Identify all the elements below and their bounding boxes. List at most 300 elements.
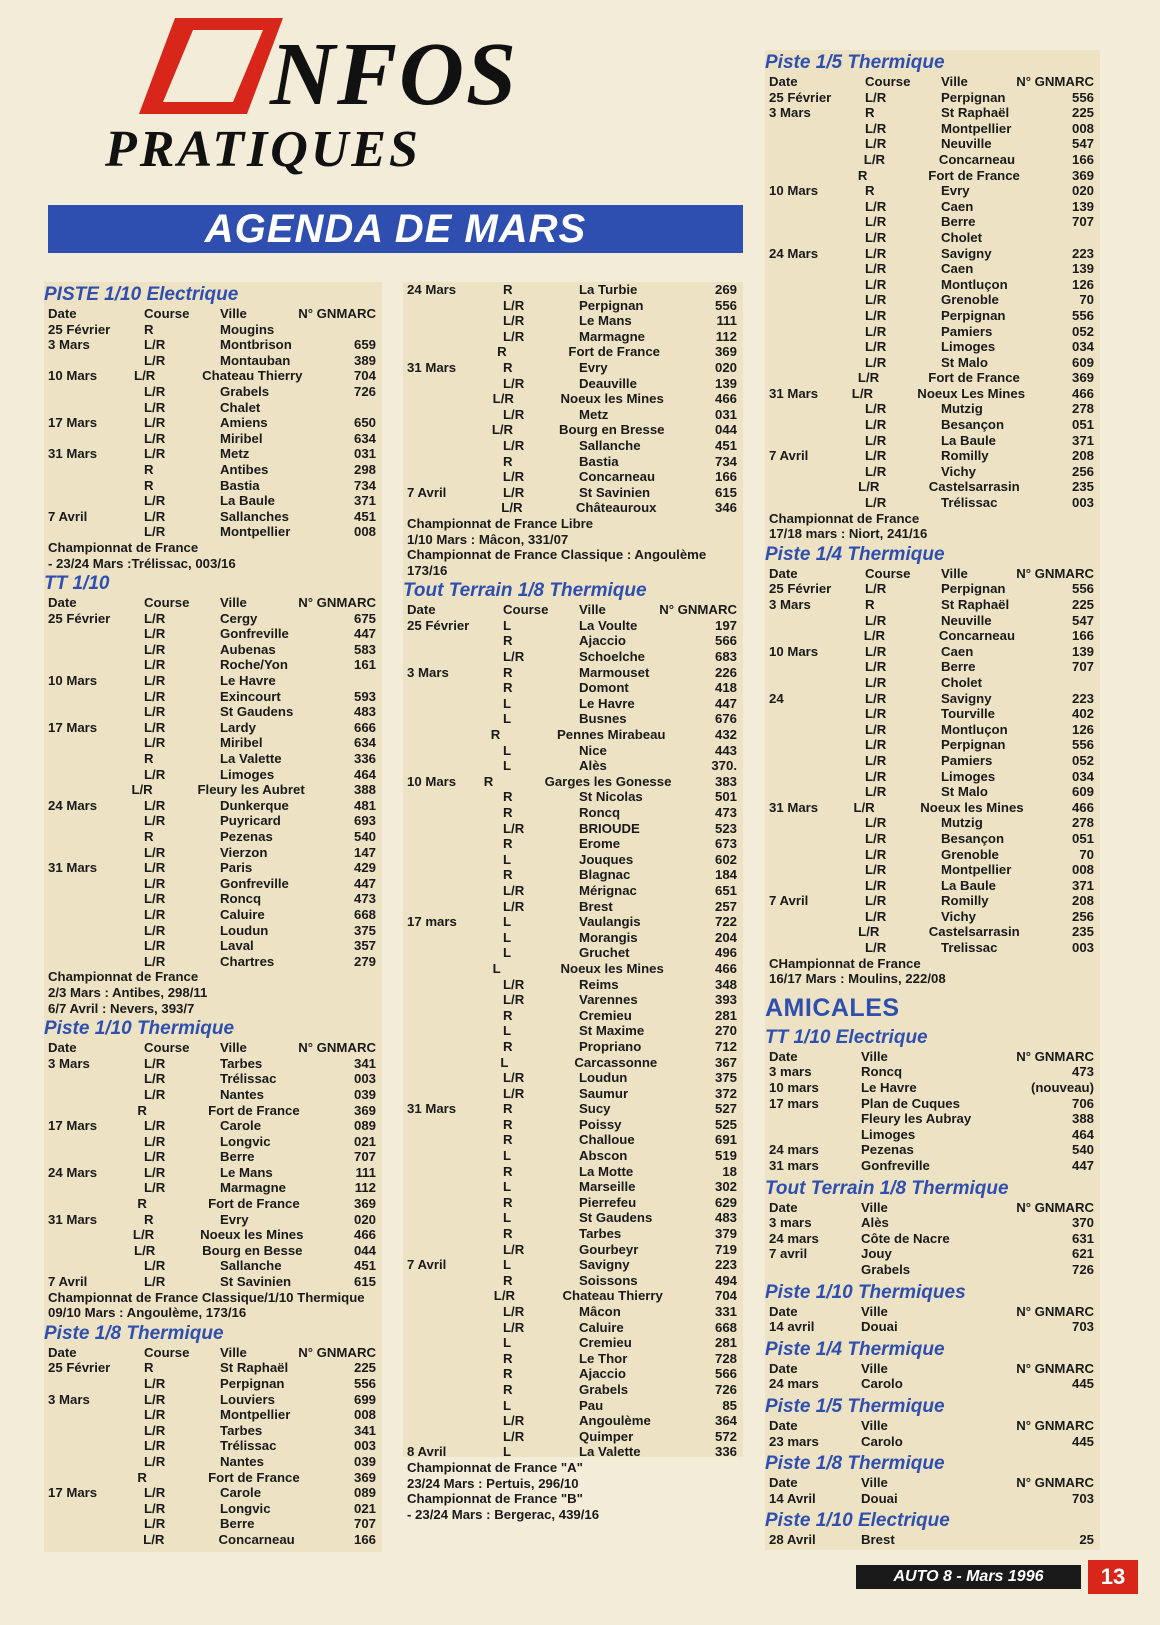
table-row [403, 867, 743, 883]
row-num: 111 [716, 313, 737, 329]
row-course: R [503, 633, 513, 649]
row-course: L/R [144, 508, 166, 524]
table-row [403, 282, 743, 298]
row-ville: Montpellier [941, 862, 1012, 878]
row-date [403, 883, 503, 899]
row-date [403, 1055, 500, 1071]
row-date [765, 1127, 861, 1143]
row-ville: Cremieu [579, 1335, 632, 1351]
row-date [44, 626, 144, 642]
row-ville: Gonfreville [220, 875, 289, 891]
section-note: 23/24 Mars : Pertuis, 296/10 [407, 1475, 579, 1491]
row-course: L/R [144, 735, 166, 751]
table-row [44, 1423, 382, 1439]
row-ville: Abscon [579, 1148, 628, 1164]
header-num: N° GNMARC [298, 306, 376, 321]
row-course: L/R [865, 893, 887, 909]
row-ville: Pamiers [941, 323, 993, 339]
row-ville: Noeux Les Mines [917, 385, 1026, 401]
header-num: N° GNMARC [1016, 1303, 1094, 1319]
row-date [403, 1273, 503, 1289]
table-row [44, 1501, 382, 1517]
row-num: 703 [1071, 1319, 1094, 1335]
row-num: 712 [714, 1038, 737, 1054]
section-note: Championnat de France [769, 510, 920, 526]
row-course: L/R [865, 339, 887, 355]
table-row [44, 657, 382, 673]
row-ville: Neuville [941, 136, 992, 152]
row-num: 703 [1071, 1490, 1094, 1506]
row-date [403, 727, 491, 743]
row-ville: La Turbie [579, 282, 638, 297]
row-ville: Pennes Mirabeau [557, 727, 666, 743]
row-date: 7 Avril [407, 1257, 447, 1273]
row-date [403, 313, 503, 329]
row-ville: Deauville [579, 375, 637, 391]
section-title: TT 1/10 [44, 573, 110, 595]
row-ville: Tarbes [220, 1055, 263, 1071]
row-date [44, 524, 144, 540]
table-row [44, 493, 382, 509]
row-ville: Mâcon [579, 1304, 621, 1319]
table-row [44, 1196, 382, 1212]
row-ville: Concarneau [938, 151, 1016, 167]
row-date [403, 1335, 503, 1351]
row-ville: Evry [220, 1211, 249, 1227]
row-course: L/R [863, 151, 886, 167]
row-date: 3 Mars [48, 1391, 90, 1407]
row-num: 501 [714, 789, 737, 805]
table-header [765, 566, 1100, 582]
table-header [44, 306, 382, 322]
row-ville: Nice [579, 742, 607, 758]
row-num: 270 [714, 1023, 737, 1039]
row-course: L/R [144, 813, 166, 829]
table-row [44, 384, 382, 400]
table-row [765, 581, 1100, 597]
header-course: Course [144, 595, 190, 611]
table-header [44, 1040, 382, 1056]
table-row [44, 1165, 382, 1181]
row-course: L/R [857, 370, 880, 386]
row-date: 7 avril [769, 1246, 808, 1262]
row-date [44, 1243, 134, 1259]
row-ville: Bastia [220, 477, 260, 493]
row-ville: Concarneau [938, 628, 1016, 644]
row-course: L/R [865, 674, 887, 690]
amicales-section-title: Piste 1/4 Thermique [765, 1338, 945, 1360]
row-course: R [503, 1194, 513, 1210]
table-row [403, 992, 743, 1008]
table-row [403, 743, 743, 759]
row-num: 429 [353, 860, 376, 876]
row-date [44, 767, 144, 783]
table-row [765, 644, 1100, 660]
row-date [44, 1532, 143, 1548]
row-num [294, 322, 382, 338]
row-date: 31 Mars [769, 799, 819, 815]
table-row [403, 711, 743, 727]
row-course: L/R [134, 368, 156, 384]
amicales-section-title: TT 1/10 Electrique [765, 1026, 928, 1048]
row-course: L [503, 617, 512, 633]
row-date: 10 Mars [407, 773, 457, 789]
row-course: L [503, 711, 512, 727]
row-num: 003 [353, 1071, 376, 1087]
table-row [44, 1438, 382, 1454]
row-num: 615 [353, 1274, 376, 1290]
table-row [403, 883, 743, 899]
table-row [403, 1366, 743, 1382]
row-course: R [857, 167, 868, 183]
table-row [44, 673, 382, 689]
amicales-row [765, 1096, 1100, 1112]
section-note: Championnat de France [48, 539, 199, 555]
table-row [44, 1056, 382, 1072]
table-row [403, 1413, 743, 1429]
table-row [44, 431, 382, 447]
row-date [44, 353, 144, 369]
section-note: Championnat de France [48, 969, 199, 985]
row-date [403, 711, 503, 727]
row-course: R [503, 1226, 513, 1242]
row-ville: Savigny [941, 245, 992, 261]
row-ville: Grenoble [941, 292, 999, 308]
row-date [765, 862, 865, 878]
row-course: L/R [865, 354, 887, 370]
row-ville: Pierrefeu [579, 1194, 637, 1210]
table-row [44, 462, 382, 478]
row-ville: Lardy [220, 719, 256, 735]
row-num: 85 [722, 1397, 737, 1413]
row-ville: Evry [941, 183, 970, 199]
row-date [44, 1149, 144, 1165]
row-date [44, 876, 144, 892]
table-row [403, 422, 743, 438]
row-date [765, 324, 865, 340]
table-row [403, 727, 743, 743]
row-num: (nouveau) [1030, 1080, 1094, 1096]
row-date [44, 1071, 144, 1087]
table-header [44, 595, 382, 611]
row-num: 466 [714, 960, 737, 976]
row-ville: Pezenas [220, 829, 273, 844]
row-course: R [144, 1211, 154, 1227]
row-date [765, 1111, 861, 1127]
row-course: L/R [144, 938, 166, 954]
row-ville: Roncq [861, 1064, 903, 1080]
row-date [44, 704, 144, 720]
table-row [765, 339, 1100, 355]
row-num: 208 [1071, 448, 1094, 464]
row-course: L/R [144, 1164, 166, 1180]
row-num: 008 [1071, 862, 1094, 878]
row-course: L/R [144, 953, 166, 969]
row-course: R [503, 359, 513, 375]
row-course: R [503, 1366, 513, 1382]
row-course: L/R [865, 307, 887, 323]
row-course: L/R [503, 898, 525, 914]
table-row [44, 1454, 382, 1470]
row-ville: Berre [220, 1516, 255, 1532]
row-num: 021 [353, 1133, 376, 1149]
row-course: L/R [503, 882, 525, 898]
row-course: R [503, 1007, 513, 1023]
amicales-row [765, 1434, 1100, 1450]
header-date: Date [48, 1344, 77, 1360]
row-num: 166 [714, 469, 737, 485]
row-course: L/R [144, 1485, 166, 1501]
header-date: Date [769, 74, 798, 89]
row-date [765, 168, 858, 184]
row-ville: Limoges [220, 766, 275, 782]
row-num: 707 [1071, 659, 1094, 675]
row-course: L/R [503, 375, 525, 391]
row-date [44, 1196, 137, 1212]
row-ville: Metz [579, 406, 609, 422]
row-num: 525 [714, 1116, 737, 1132]
row-course: L/R [144, 399, 166, 415]
row-ville: Reims [579, 976, 619, 992]
row-num: 034 [1071, 339, 1094, 355]
table-row [403, 298, 743, 314]
row-ville: Bastia [579, 453, 619, 469]
section-note: Championnat de France "A" [407, 1459, 583, 1475]
row-ville: Besançon [941, 417, 1005, 433]
row-date: 31 Mars [407, 359, 457, 375]
table-row [765, 433, 1100, 449]
table-row [765, 628, 1100, 644]
amicales-row [765, 1111, 1100, 1127]
row-course: L/R [865, 784, 887, 800]
row-ville: Challoue [579, 1132, 635, 1148]
row-course: L/R [865, 581, 887, 597]
row-course: L/R [503, 297, 525, 313]
row-date [44, 462, 144, 478]
row-ville: Jouy [861, 1246, 892, 1262]
header-date: Date [48, 1040, 77, 1056]
row-date: 31 Mars [48, 446, 98, 462]
row-ville: La Baule [941, 877, 996, 893]
row-ville: Cholet [941, 674, 983, 690]
table-row [403, 313, 743, 329]
row-course: L [503, 758, 512, 774]
row-course: L/R [144, 1453, 166, 1469]
row-num: 683 [714, 649, 737, 665]
row-ville: Le Havre [579, 695, 635, 711]
header-num: N° GNMARC [1016, 1417, 1094, 1433]
row-date [403, 391, 493, 407]
row-course: L/R [865, 721, 887, 737]
row-ville: Carolo [861, 1433, 903, 1449]
table-row [44, 938, 382, 954]
row-ville: Castelsarrasin [928, 479, 1020, 495]
row-course: L/R [503, 992, 525, 1008]
amicales-section-title: Piste 1/5 Thermique [765, 1395, 945, 1417]
table-row [44, 322, 382, 338]
row-date: 28 Avril [769, 1532, 816, 1548]
row-num: 707 [1071, 214, 1094, 230]
row-course: L/R [144, 493, 166, 509]
row-num: 003 [1071, 940, 1094, 956]
row-date: 24 Mars [48, 797, 98, 813]
row-ville: Laval [220, 938, 254, 954]
row-num [1014, 230, 1100, 246]
row-date: 8 Avril [407, 1444, 447, 1460]
row-num: 566 [714, 633, 737, 649]
table-row [765, 769, 1100, 785]
row-ville: Marmagne [220, 1180, 286, 1196]
row-num: 447 [353, 626, 376, 642]
red-i-logo [135, 16, 285, 116]
row-course: R [144, 461, 154, 477]
table-row [765, 659, 1100, 675]
row-course: L/R [131, 782, 153, 798]
row-date [403, 930, 503, 946]
row-date [403, 500, 501, 516]
row-ville: Chartres [220, 953, 275, 969]
row-ville: Fleury les Aubray [861, 1111, 972, 1127]
row-course: L [500, 1054, 509, 1070]
row-num: 540 [353, 829, 376, 844]
row-ville: Sucy [579, 1101, 611, 1117]
row-ville: La Valette [220, 751, 282, 767]
row-num: 364 [714, 1413, 737, 1429]
row-date [44, 782, 131, 798]
row-ville: Longvic [220, 1133, 271, 1149]
table-row [44, 876, 382, 892]
row-num: 223 [1071, 690, 1094, 706]
row-date [403, 1148, 503, 1164]
table-row [44, 1134, 382, 1150]
table-row [765, 136, 1100, 152]
header-course: Course [144, 306, 190, 321]
row-num: 257 [714, 898, 737, 914]
table-row [765, 495, 1100, 511]
row-date [765, 401, 865, 417]
row-ville: St Maxime [579, 1023, 645, 1039]
row-num: 726 [1071, 1261, 1094, 1277]
table-row [44, 689, 382, 705]
row-num: 379 [714, 1226, 737, 1242]
row-num: 369 [1071, 167, 1094, 183]
table-row [403, 1132, 743, 1148]
row-num: 556 [1071, 89, 1094, 105]
row-num: 112 [354, 1180, 376, 1196]
table-row [403, 633, 743, 649]
row-date [403, 1210, 503, 1226]
row-course: L/R [143, 1531, 165, 1547]
table-row [403, 649, 743, 665]
table-row [403, 1164, 743, 1180]
row-ville: Perpignan [579, 297, 644, 313]
row-num: 089 [353, 1485, 376, 1501]
row-date [765, 370, 858, 386]
table-row [403, 789, 743, 805]
header-num: N° GNMARC [298, 595, 376, 611]
table-row [403, 1070, 743, 1086]
row-num: 704 [353, 368, 376, 384]
row-course: L/R [865, 659, 887, 675]
row-ville: Trélissac [220, 1071, 277, 1087]
row-course: L/R [865, 120, 887, 136]
row-num: 089 [353, 1118, 376, 1134]
row-date [403, 758, 503, 774]
row-course: L/R [865, 89, 887, 105]
row-ville: Côte de Nacre [861, 1230, 950, 1246]
row-date [403, 1413, 503, 1429]
row-date [403, 1398, 503, 1414]
row-num: 126 [1071, 721, 1094, 737]
row-ville: Aubenas [220, 641, 276, 657]
row-date [403, 298, 503, 314]
table-row [44, 1274, 382, 1290]
table-row [44, 1532, 382, 1548]
table-row [403, 1382, 743, 1398]
row-num: 527 [714, 1101, 737, 1117]
row-date [403, 992, 503, 1008]
table-row [765, 292, 1100, 308]
table-row [44, 400, 382, 416]
row-ville: Grabels [579, 1381, 629, 1397]
row-ville: Mutzig [941, 401, 983, 417]
table-row [765, 940, 1100, 956]
header-course: Course [144, 1344, 190, 1360]
row-date [765, 924, 858, 940]
row-ville: St Savinien [579, 484, 651, 500]
table-row [44, 1243, 382, 1259]
row-ville: Pezenas [861, 1142, 914, 1158]
row-course: L/R [865, 862, 887, 878]
row-course: L/R [503, 1070, 525, 1086]
row-ville: Marseille [579, 1179, 636, 1195]
header-subtitle: PRATIQUES [105, 121, 421, 178]
amicales-row [765, 1215, 1100, 1231]
row-num: 447 [1071, 1158, 1094, 1173]
row-date [765, 753, 865, 769]
row-date [765, 613, 865, 629]
table-row [44, 611, 382, 627]
row-num: 634 [353, 430, 376, 446]
row-course: R [503, 1350, 513, 1366]
row-num: 496 [714, 945, 737, 961]
row-course: L/R [865, 276, 887, 292]
row-ville: Perpignan [220, 1376, 285, 1391]
table-row [403, 836, 743, 852]
row-num: 256 [1071, 908, 1094, 924]
row-course: R [503, 664, 513, 680]
row-ville: La Baule [941, 432, 996, 448]
row-date [765, 152, 864, 168]
row-date: 24 mars [769, 1142, 819, 1158]
row-course: L/R [144, 875, 166, 891]
row-course: R [490, 727, 501, 743]
row-ville: Perpignan [941, 737, 1006, 753]
row-date [44, 735, 144, 751]
table-row [403, 1008, 743, 1024]
row-date: 25 Février [407, 617, 470, 633]
row-date: 3 Mars [407, 664, 449, 680]
row-course: R [483, 773, 494, 789]
row-course: L/R [144, 524, 166, 540]
row-num: 197 [714, 617, 737, 633]
row-date: 17 mars [769, 1095, 819, 1111]
header-num: N° GNMARC [298, 1040, 376, 1056]
row-num: 650 [353, 415, 376, 431]
row-num: 008 [353, 1407, 376, 1423]
row-num: 008 [1071, 120, 1094, 136]
header-ville: Ville [220, 1040, 247, 1056]
